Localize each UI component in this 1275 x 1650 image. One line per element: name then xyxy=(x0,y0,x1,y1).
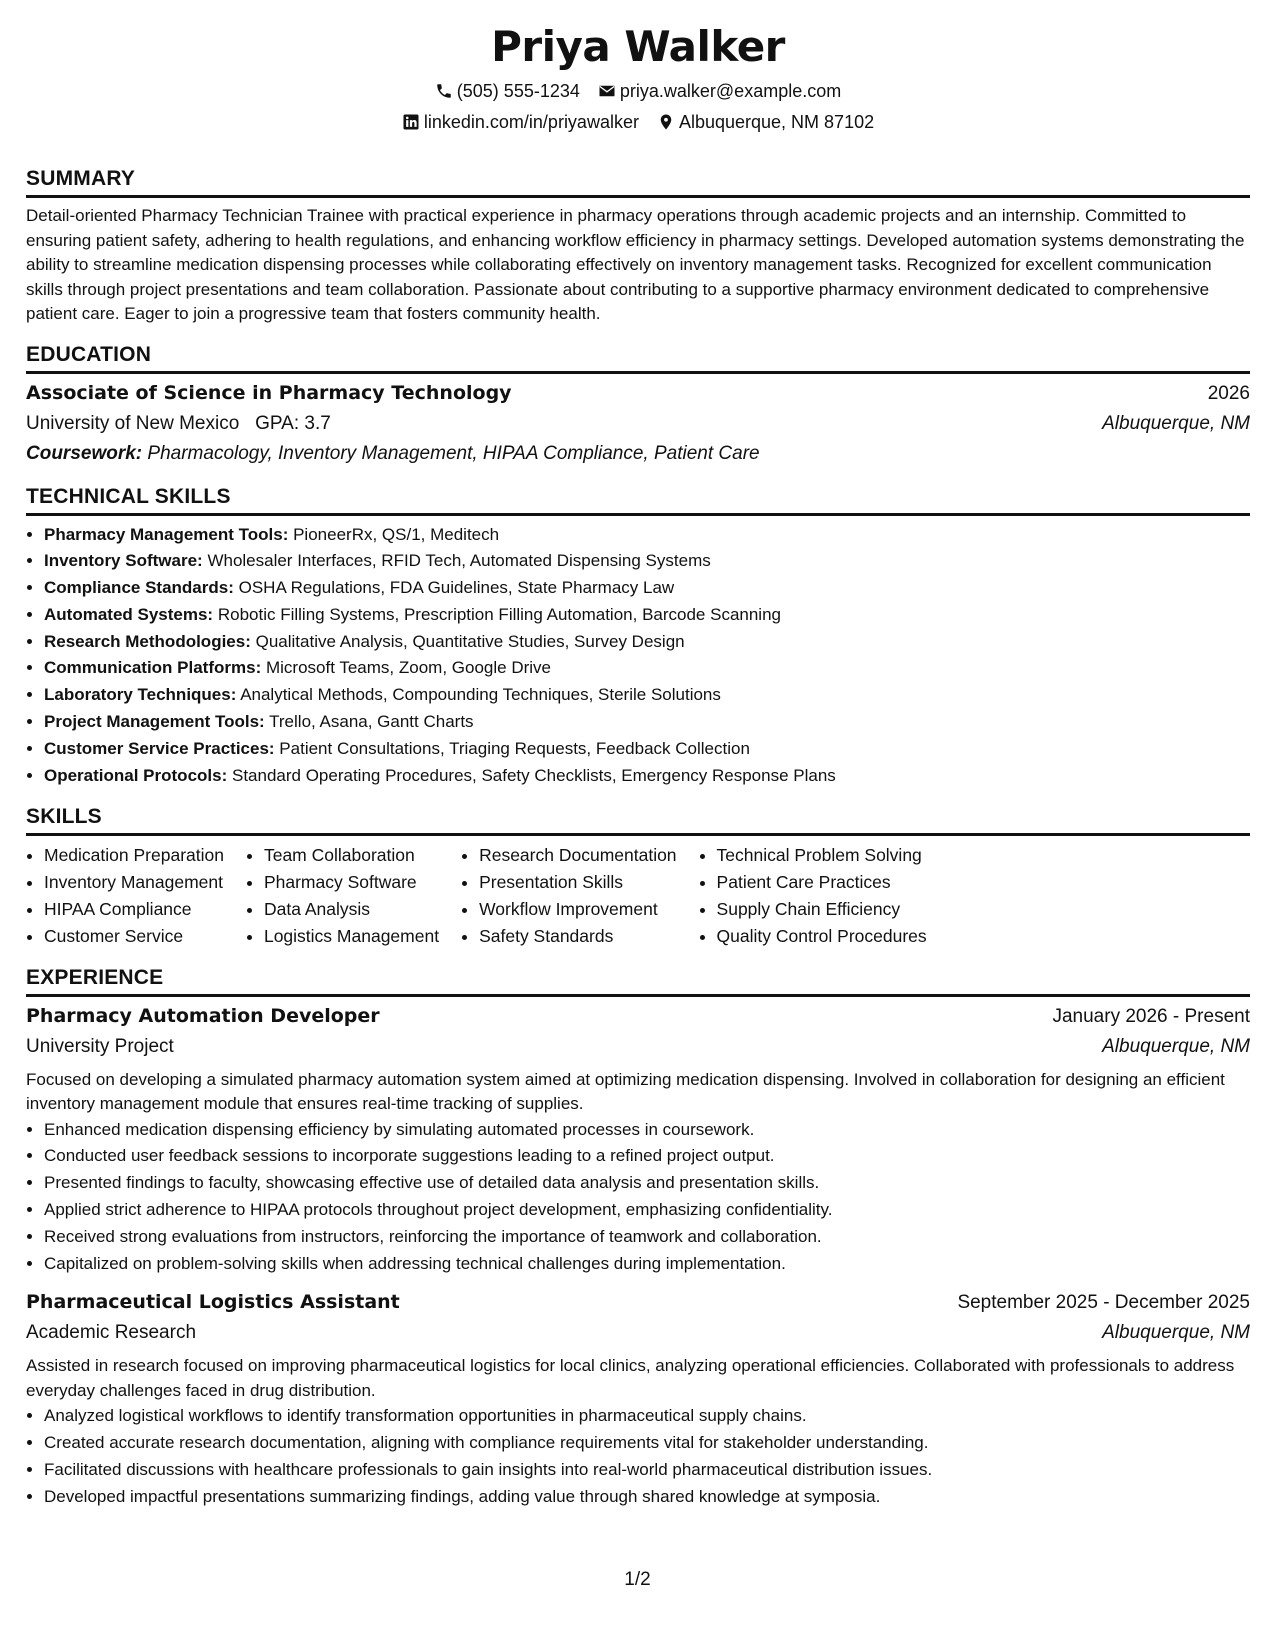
list-item: • Conducted user feedback sessions to incorporate suggestions leading to a refined project output. xyxy=(44,1143,1250,1170)
list-item: • Pharmacy Software xyxy=(264,869,439,896)
role-dates: September 2025 - December 2025 xyxy=(957,1292,1250,1314)
map-pin-icon xyxy=(657,113,675,131)
coursework-list: Pharmacology, Inventory Management, HIPAA Compliance, Patient Care xyxy=(147,442,760,464)
skill-category: Automated Systems: xyxy=(44,604,214,624)
skill-category: Operational Protocols: xyxy=(44,765,228,785)
list-item: • Team Collaboration xyxy=(264,842,439,869)
list-item: • Applied strict adherence to HIPAA protocols throughout project development, emphasizing confidentiality. xyxy=(44,1197,1250,1224)
skill-values: Robotic Filling Systems, Prescription Filling Automation, Barcode Scanning xyxy=(217,604,781,624)
list-item: • Medication Preparation xyxy=(44,842,224,869)
phone-text: (505) 555-1234 xyxy=(456,81,580,101)
contact-location xyxy=(657,109,874,135)
experience-section xyxy=(26,964,1250,1511)
location-text: Albuquerque, NM 87102 xyxy=(678,112,875,132)
skill-category: Compliance Standards: xyxy=(44,578,234,598)
graduation-year: 2026 xyxy=(1207,382,1250,404)
education-heading: EDUCATION xyxy=(26,341,1250,374)
contact-linkedin[interactable] xyxy=(402,109,639,135)
role-description: Assisted in research focused on improving pharmaceutical logistics for local clinics, analyzing operational efficiencies. Collaborated with professionals to address everyday challenges faced in drug distribution. xyxy=(26,1356,1235,1400)
list-item: • Safety Standards xyxy=(479,923,676,950)
school-location: Albuquerque, NM xyxy=(1102,412,1250,434)
list-item xyxy=(44,522,1250,549)
experience-row-2 xyxy=(26,1318,1250,1348)
organization: Academic Research xyxy=(26,1322,197,1344)
skill-values: Analytical Methods, Compounding Techniques, Sterile Solutions xyxy=(240,685,721,705)
list-item: • Technical Problem Solving xyxy=(717,842,927,869)
role-description: Focused on developing a simulated pharmacy automation system aimed at optimizing medication dispensing. Involved in collaboration for designing an efficient inventory management module that ensures real-time tracking of supplies. xyxy=(26,1069,1225,1114)
skill-category: Customer Service Practices: xyxy=(44,738,275,758)
skill-values: Trello, Asana, Gantt Charts xyxy=(269,712,474,732)
linkedin-icon xyxy=(402,113,420,131)
role-title: Pharmaceutical Logistics Assistant xyxy=(26,1291,400,1314)
skill-category: Laboratory Techniques: xyxy=(44,685,237,705)
role-title: Pharmacy Automation Developer xyxy=(26,1004,380,1027)
skill-values: OSHA Regulations, FDA Guidelines, State Pharmacy Law xyxy=(238,578,675,598)
list-item xyxy=(44,763,1250,790)
list-item: • Presentation Skills xyxy=(479,869,676,896)
role-dates: January 2026 - Present xyxy=(1052,1005,1250,1027)
list-item xyxy=(44,655,1250,682)
linkedin-text: linkedin.com/in/priyawalker xyxy=(423,112,639,132)
skill-category: Inventory Software: xyxy=(44,551,203,571)
coursework-label: Coursework: xyxy=(26,442,143,464)
coursework-line xyxy=(26,439,1250,469)
list-item: • Supply Chain Efficiency xyxy=(717,896,927,923)
list-item: • Presented findings to faculty, showcasing effective use of detailed data analysis and presentation skills. xyxy=(44,1170,1250,1197)
contact-phone[interactable] xyxy=(435,78,580,104)
education-section xyxy=(26,341,1250,469)
skill-values: Qualitative Analysis, Quantitative Studies, Survey Design xyxy=(255,631,685,651)
skill-values: PioneerRx, QS/1, Meditech xyxy=(293,524,500,544)
list-item: • Created accurate research documentation, aligning with compliance requirements vital for stakeholder understanding. xyxy=(44,1430,1250,1457)
experience-entry xyxy=(26,1287,1250,1510)
experience-row-2 xyxy=(26,1032,1250,1062)
skills-grid xyxy=(26,842,1250,949)
organization: University Project xyxy=(26,1035,174,1057)
skill-values: Wholesaler Interfaces, RFID Tech, Automated Dispensing Systems xyxy=(207,551,711,571)
contact-email[interactable] xyxy=(598,78,841,104)
phone-icon xyxy=(435,82,453,100)
skills-column-3 xyxy=(461,842,676,949)
skills-heading: SKILLS xyxy=(26,803,1250,836)
skills-column-4 xyxy=(699,842,927,949)
summary-section xyxy=(26,165,1250,327)
contact-row-1 xyxy=(26,78,1250,104)
list-item: • Enhanced medication dispensing efficiency by simulating automated processes in coursework. xyxy=(44,1117,1250,1144)
list-item: • Customer Service xyxy=(44,923,224,950)
list-item: • Patient Care Practices xyxy=(717,869,927,896)
list-item xyxy=(44,736,1250,763)
skill-values: Patient Consultations, Triaging Requests, Feedback Collection xyxy=(279,738,750,758)
list-item: • Research Documentation xyxy=(479,842,676,869)
resume-page xyxy=(26,20,1250,1511)
email-text: priya.walker@example.com xyxy=(619,81,842,101)
skill-values: Standard Operating Procedures, Safety Checklists, Emergency Response Plans xyxy=(231,765,836,785)
list-item: • Logistics Management xyxy=(264,923,439,950)
contact-row-2 xyxy=(26,109,1250,135)
education-row-1 xyxy=(26,378,1250,409)
list-item: • Inventory Management xyxy=(44,869,224,896)
list-item: • Data Analysis xyxy=(264,896,439,923)
skills-column-1 xyxy=(26,842,224,949)
skill-category: Project Management Tools: xyxy=(44,712,265,732)
list-item: • Capitalized on problem-solving skills when addressing technical challenges during implementation. xyxy=(44,1251,1250,1278)
list-item xyxy=(44,682,1250,709)
technical-skills-list xyxy=(26,522,1250,790)
skill-values: Microsoft Teams, Zoom, Google Drive xyxy=(265,658,551,678)
role-location: Albuquerque, NM xyxy=(1102,1322,1250,1344)
education-row-2 xyxy=(26,409,1250,439)
skill-category: Pharmacy Management Tools: xyxy=(44,524,289,544)
skill-category: Research Methodologies: xyxy=(44,631,251,651)
page-number: 1/2 xyxy=(624,1569,651,1590)
experience-row-1 xyxy=(26,1001,1250,1032)
list-item xyxy=(44,575,1250,602)
school-line xyxy=(26,409,331,439)
skill-category: Communication Platforms: xyxy=(44,658,262,678)
degree-title: Associate of Science in Pharmacy Technology xyxy=(26,381,512,404)
list-item: • Analyzed logistical workflows to identify transformation opportunities in pharmaceutical supply chains. xyxy=(44,1403,1250,1430)
skills-section xyxy=(26,803,1250,949)
list-item xyxy=(44,602,1250,629)
envelope-icon xyxy=(598,82,616,100)
experience-entry xyxy=(26,1001,1250,1278)
list-item xyxy=(44,709,1250,736)
list-item: • Received strong evaluations from instructors, reinforcing the importance of teamwork and collaboration. xyxy=(44,1224,1250,1251)
skills-column-2 xyxy=(246,842,439,949)
role-location: Albuquerque, NM xyxy=(1102,1035,1250,1057)
list-item: • Developed impactful presentations summarizing findings, adding value through shared knowledge at symposia. xyxy=(44,1484,1250,1511)
technical-skills-section xyxy=(26,483,1250,790)
role-bullets xyxy=(26,1403,1250,1510)
role-bullets xyxy=(26,1117,1250,1278)
list-item: • Quality Control Procedures xyxy=(717,923,927,950)
candidate-name: Priya Walker xyxy=(491,22,785,71)
experience-heading: EXPERIENCE xyxy=(26,964,1250,997)
summary-heading: SUMMARY xyxy=(26,165,1250,198)
list-item: • HIPAA Compliance xyxy=(44,896,224,923)
list-item xyxy=(44,629,1250,656)
list-item: • Facilitated discussions with healthcare professionals to gain insights into real-world pharmaceutical distribution issues. xyxy=(44,1457,1250,1484)
gpa: GPA: 3.7 xyxy=(255,412,331,434)
list-item xyxy=(44,548,1250,575)
technical-skills-heading: TECHNICAL SKILLS xyxy=(26,483,1250,516)
list-item: • Workflow Improvement xyxy=(479,896,676,923)
experience-row-1 xyxy=(26,1287,1250,1318)
school-name: University of New Mexico xyxy=(26,412,240,434)
summary-text: Detail-oriented Pharmacy Technician Trainee with practical experience in pharmacy operations through academic projects and an internship. Committed to ensuring patient safety, adhering to health regulations, and enhancing workflow efficiency in pharmacy settings. Developed automation systems demonstrating the ability to streamline medication dispensing processes while collaborating effectively on inventory management tasks. Recognized for excellent communication skills through project presentations and team collaboration. Passionate about contributing to a supportive pharmacy environment dedicated to comprehensive patient care. Eager to join a progressive team that fosters community health. xyxy=(26,206,1245,323)
